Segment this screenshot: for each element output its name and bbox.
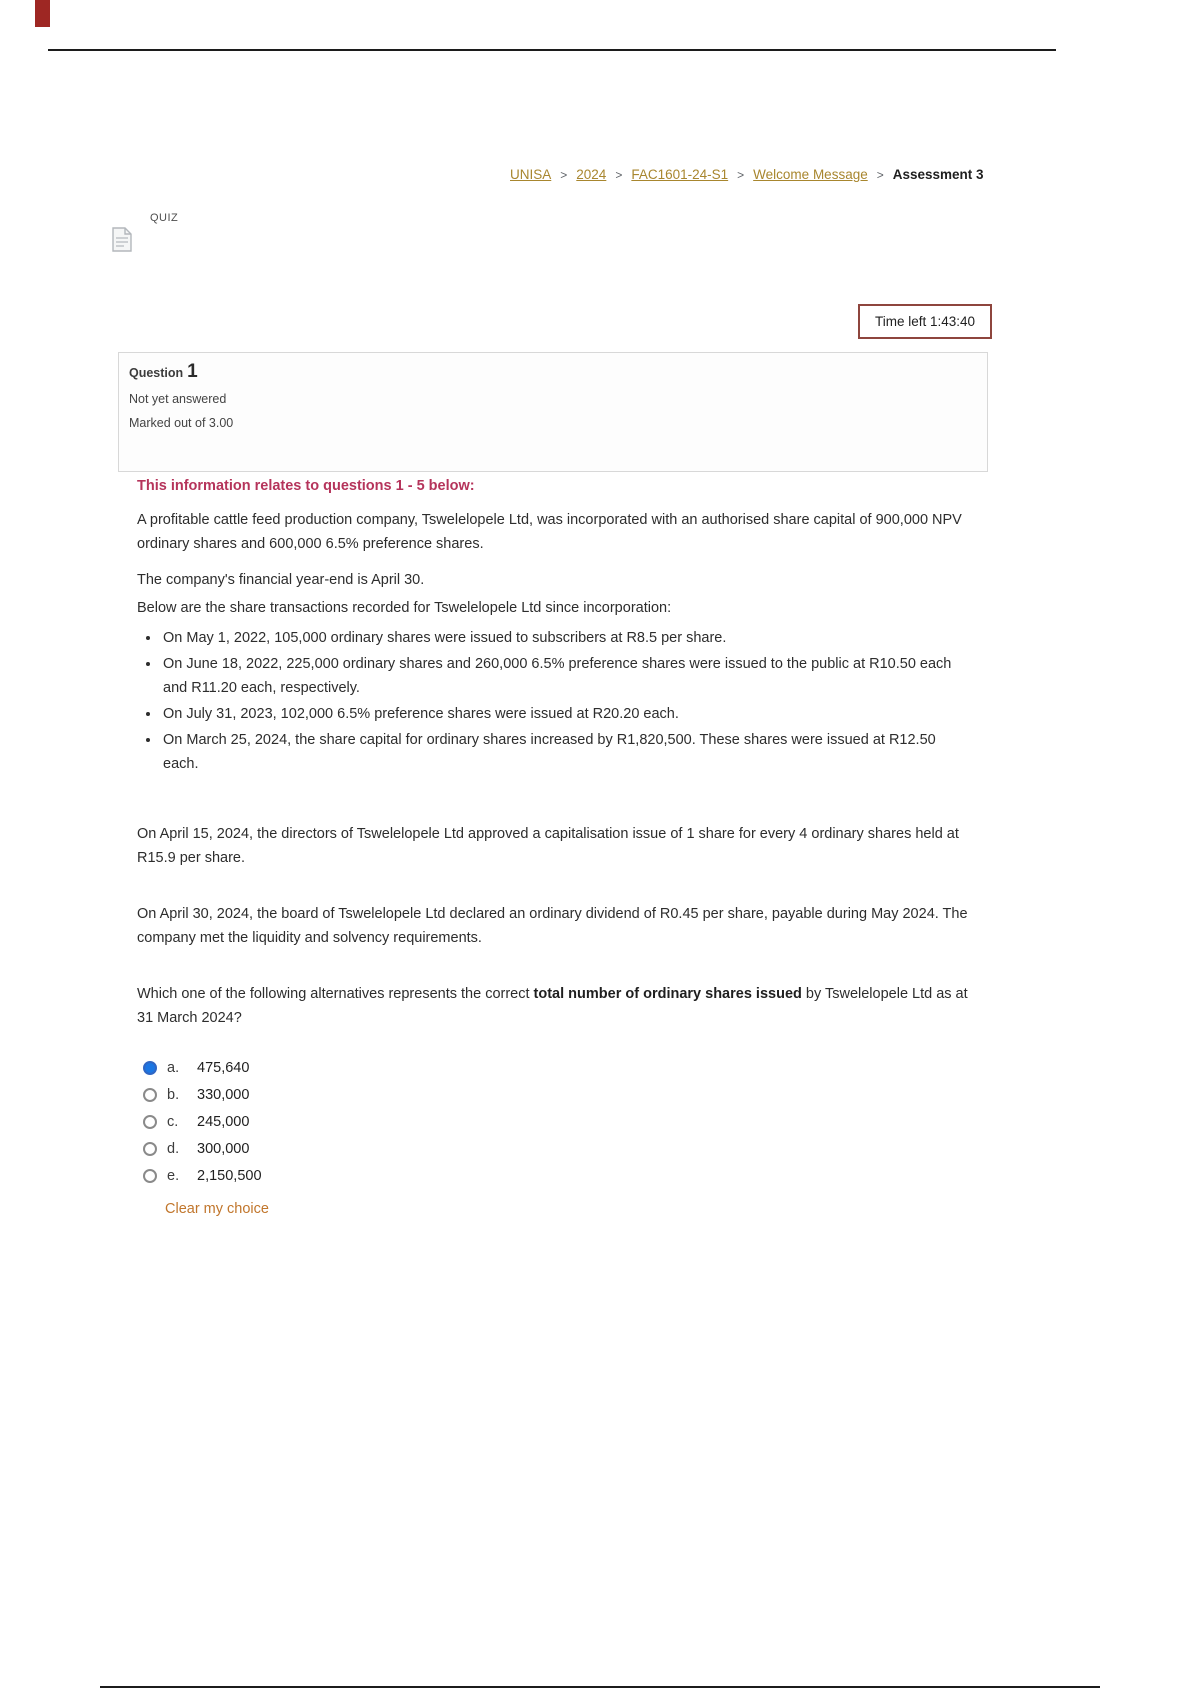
scenario-notice: This information relates to questions 1 - 5 below: [137,478,475,494]
list-item: • On March 25, 2024, the share capital for ordinary shares increased by R1,820,500. These shares were issued at R12.50 each. [161,728,969,776]
share-transactions-list [137,626,969,776]
breadcrumb-link-2024[interactable]: 2024 [576,167,607,182]
option-value: 300,000 [197,1140,250,1157]
radio-button[interactable] [143,1061,157,1075]
breadcrumb-separator: > [615,167,623,182]
option-value: 2,150,500 [197,1167,262,1184]
list-item: • On July 31, 2023, 102,000 6.5% preference shares were issued at R20.20 each. [161,702,969,726]
question-status: Not yet answered [129,392,227,406]
question-title: Question [129,366,184,380]
breadcrumb-current-page: Assessment 3 [892,167,984,182]
quiz-type-label: QUIZ [150,212,179,224]
bottom-divider [100,1686,1100,1688]
option-letter: e. [167,1167,180,1184]
option-letter: c. [167,1113,179,1130]
document-icon [112,227,132,252]
question-number: 1 [187,361,198,382]
radio-button[interactable] [143,1142,157,1156]
clear-my-choice-link[interactable]: Clear my choice [165,1201,269,1217]
radio-button[interactable] [143,1088,157,1102]
scenario-paragraph: The company's financial year-end is April 30. [137,572,425,588]
timer-label: Time left 1:43:40 [874,314,976,329]
breadcrumb-link-welcome-message[interactable]: Welcome Message [753,167,868,182]
option-value: 475,640 [197,1059,250,1076]
question-body [137,474,969,1221]
radio-button[interactable] [143,1169,157,1183]
breadcrumb-link-course[interactable]: FAC1601-24-S1 [631,167,729,182]
breadcrumb-separator: > [737,167,745,182]
answer-option-a[interactable] [137,1054,969,1081]
answer-option-b[interactable] [137,1081,969,1108]
scenario-paragraph: Below are the share transactions recorded for Tswelelopele Ltd since incorporation: [137,600,672,616]
question-text-bold: total number of ordinary shares issued [533,986,802,1002]
answer-option-c[interactable] [137,1108,969,1135]
scenario-paragraph: On April 15, 2024, the directors of Tswelelopele Ltd approved a capitalisation issue of 1 share for every 4 ordinary shares held at R15.9 per share. [137,826,959,866]
question-text-part: by Tswelelopele Ltd as at 31 March 2024? [137,986,968,1026]
breadcrumb-separator: > [876,167,884,182]
option-value: 245,000 [197,1113,250,1130]
list-item: • On May 1, 2022, 105,000 ordinary shares were issued to subscribers at R8.5 per share. [161,626,969,650]
answer-option-d[interactable] [137,1135,969,1162]
breadcrumb [510,167,984,182]
answer-options [137,1054,969,1221]
answer-option-e[interactable] [137,1162,969,1189]
question-marks: Marked out of 3.00 [129,416,234,430]
option-letter: a. [167,1059,180,1076]
option-letter: d. [167,1140,180,1157]
top-divider [48,49,1056,51]
page-corner-mark [35,0,50,27]
list-item: • On June 18, 2022, 225,000 ordinary shares and 260,000 6.5% preference shares were issued to the public at R10.50 each and R11.20 each, respectively. [161,652,969,700]
breadcrumb-link-unisa[interactable]: UNISA [510,167,552,182]
option-letter: b. [167,1086,180,1103]
question-text [137,982,969,1030]
question-text-part: Which one of the following alternatives represents the correct [137,986,534,1002]
radio-button[interactable] [143,1115,157,1129]
question-info-panel [118,352,988,472]
scenario-paragraph: A profitable cattle feed production company, Tswelelopele Ltd, was incorporated with an authorised share capital of 900,000 NPV ordinary shares and 600,000 6.5% preference shares. [137,512,962,552]
quiz-timer [858,304,992,339]
scenario-paragraph: On April 30, 2024, the board of Tswelelopele Ltd declared an ordinary dividend of R0.45 per share, payable during May 2024. The company met the liquidity and solvency requirements. [137,906,968,946]
breadcrumb-separator: > [560,167,568,182]
option-value: 330,000 [197,1086,250,1103]
